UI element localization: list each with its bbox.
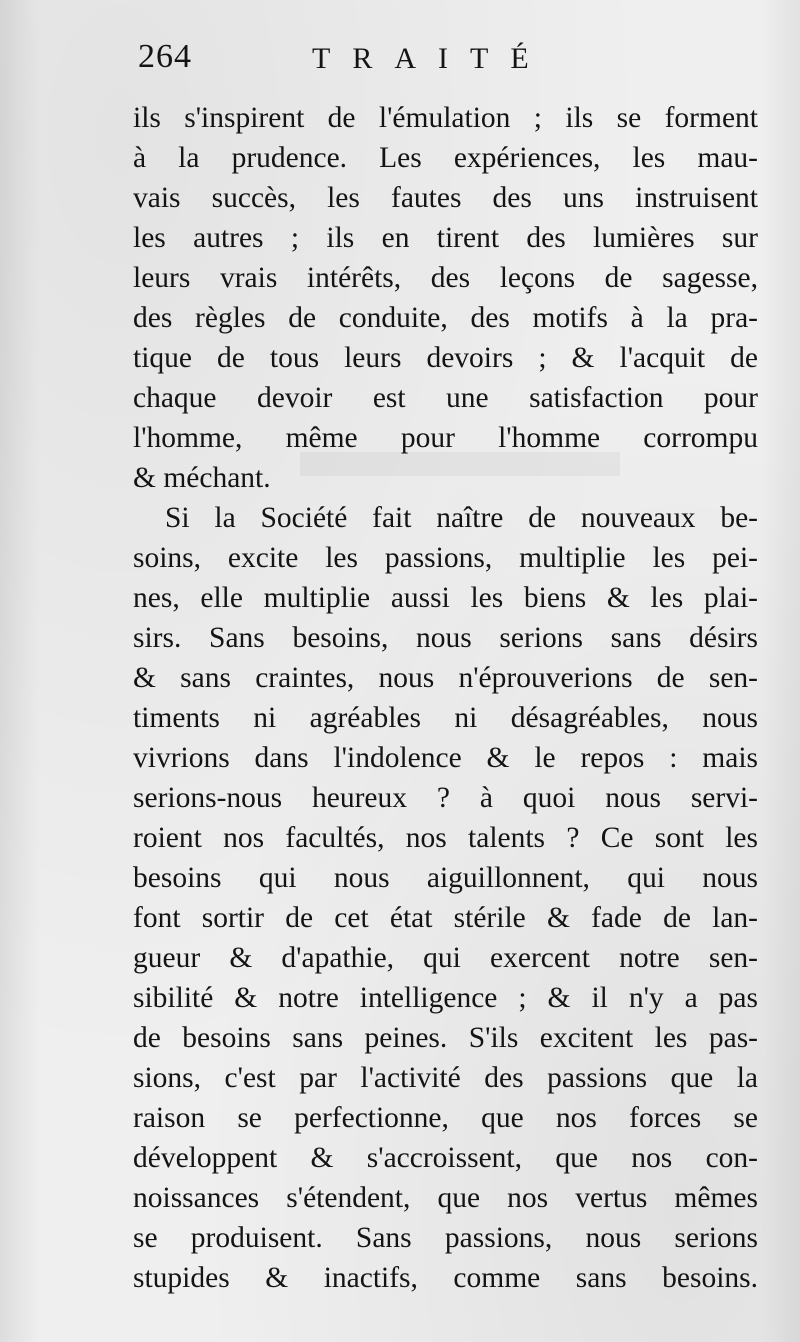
text-line: soins, excite les passions, multiplie les pei- bbox=[133, 542, 758, 574]
text-line: noissances s'étendent, que nos vertus mêmes bbox=[133, 1182, 758, 1214]
running-head: TRAITÉ bbox=[312, 42, 551, 75]
text-line: raison se perfectionne, que nos forces se bbox=[133, 1102, 758, 1134]
text-line: des règles de conduite, des motifs à la pra- bbox=[133, 302, 758, 334]
text-line: sirs. Sans besoins, nous serions sans désirs bbox=[133, 622, 758, 654]
text-line: Si la Société fait naître de nouveaux be- bbox=[165, 502, 758, 534]
text-line: sibilité & notre intelligence ; & il n'y a pas bbox=[133, 982, 758, 1014]
text-line: besoins qui nous aiguillonnent, qui nous bbox=[133, 862, 758, 894]
text-line: & méchant. bbox=[133, 462, 271, 494]
body-text bbox=[133, 98, 758, 1298]
text-line: vais succès, les fautes des uns instruisent bbox=[133, 182, 758, 214]
text-line: & sans craintes, nous n'éprouverions de sen- bbox=[133, 662, 758, 694]
text-line: à la prudence. Les expériences, les mau- bbox=[133, 142, 758, 174]
text-line: l'homme, même pour l'homme corrompu bbox=[133, 422, 758, 454]
text-line: chaque devoir est une satisfaction pour bbox=[133, 382, 758, 414]
text-line: se produisent. Sans passions, nous serions bbox=[133, 1222, 758, 1254]
text-line: serions-nous heureux ? à quoi nous servi- bbox=[133, 782, 758, 814]
text-line: gueur & d'apathie, qui exercent notre sen- bbox=[133, 942, 758, 974]
text-line: font sortir de cet état stérile & fade de lan- bbox=[133, 902, 758, 934]
page-number: 264 bbox=[138, 38, 192, 75]
text-line: nes, elle multiplie aussi les biens & les plai- bbox=[133, 582, 758, 614]
text-line: de besoins sans peines. S'ils excitent les pas- bbox=[133, 1022, 758, 1054]
text-line: roient nos facultés, nos talents ? Ce sont les bbox=[133, 822, 758, 854]
text-line: vivrions dans l'indolence & le repos : mais bbox=[133, 742, 758, 774]
text-line: timents ni agréables ni désagréables, nous bbox=[133, 702, 758, 734]
text-line: sions, c'est par l'activité des passions que la bbox=[133, 1062, 758, 1094]
text-line: ils s'inspirent de l'émulation ; ils se forment bbox=[133, 102, 758, 134]
text-line: les autres ; ils en tirent des lumières sur bbox=[133, 222, 758, 254]
text-line: leurs vrais intérêts, des leçons de sagesse, bbox=[133, 262, 758, 294]
page-header bbox=[132, 38, 760, 88]
text-line: stupides & inactifs, comme sans besoins. bbox=[133, 1262, 758, 1294]
text-line: tique de tous leurs devoirs ; & l'acquit de bbox=[133, 342, 758, 374]
text-line: développent & s'accroissent, que nos con- bbox=[133, 1142, 758, 1174]
